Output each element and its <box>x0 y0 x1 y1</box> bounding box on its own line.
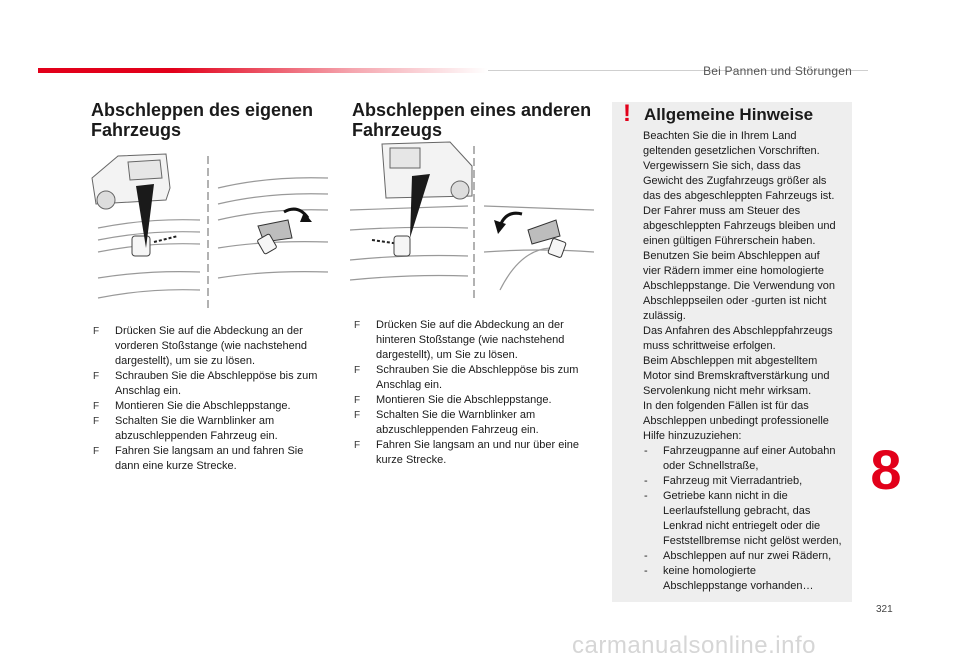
note-line: geltenden gesetzlichen Vorschriften. <box>643 145 820 157</box>
heading-line: Abschleppen eines anderen <box>352 100 592 120</box>
heading-line: Fahrzeugs <box>91 120 182 140</box>
note-line: Fahrzeugpanne auf einer Autobahn <box>663 445 836 457</box>
note-line: Servolenkung nicht mehr wirksam. <box>643 385 812 397</box>
list-item <box>352 408 597 438</box>
step-line: Fahren Sie langsam an und fahren Sie <box>115 445 304 457</box>
note-line: Abschleppstange. Die Verwendung von <box>643 280 836 292</box>
arrow-bullet-icon: F <box>93 401 100 412</box>
step-line: Drücken Sie auf die Abdeckung an der <box>376 319 564 331</box>
step-line: Anschlag ein. <box>115 385 182 397</box>
notes-title: Allgemeine Hinweise <box>644 105 814 124</box>
step-line: abzuschleppenden Fahrzeug ein. <box>376 424 539 436</box>
step-line: Schrauben Sie die Abschleppöse bis zum <box>376 364 579 376</box>
note-line: Benutzen Sie beim Abschleppen auf <box>643 250 820 262</box>
rear-bumper-drawing <box>350 140 595 300</box>
note-line: Hilfe hinzuzuziehen: <box>643 430 742 442</box>
note-line: Der Fahrer muss am Steuer des <box>643 205 801 217</box>
heading-own-vehicle <box>91 100 331 140</box>
note-line: In den folgenden Fällen ist für das <box>643 400 809 412</box>
step-line: kurze Strecke. <box>376 454 447 466</box>
arrow-bullet-icon: F <box>93 416 100 427</box>
list-item <box>91 369 326 399</box>
step-line: hinteren Stoßstange (wie nachstehend <box>376 334 565 346</box>
list-item <box>91 324 326 369</box>
note-line: Leerlaufstellung gebracht, das <box>663 505 811 517</box>
step-line: dargestellt), um Sie zu lösen. <box>376 349 518 361</box>
arrow-bullet-icon: F <box>93 446 100 457</box>
notes-text <box>643 129 851 444</box>
notes-list <box>643 444 855 594</box>
step-line: Montieren Sie die Abschleppstange. <box>115 400 291 412</box>
note-line: Abschleppseilen oder -gurten ist nicht <box>643 295 827 307</box>
note-line: Beachten Sie die in Ihrem Land <box>643 130 797 142</box>
note-line: Abschleppen unbedingt professionelle <box>643 415 829 427</box>
note-line: Abschleppstange vorhanden… <box>663 580 814 592</box>
note-line: zulässig. <box>643 310 686 322</box>
arrow-bullet-icon: F <box>354 440 361 451</box>
list-item <box>643 489 855 549</box>
section-title: Bei Pannen und Störungen <box>703 64 852 78</box>
note-line: Beim Abschleppen mit abgestelltem <box>643 355 818 367</box>
note-line: Vergewissern Sie sich, dass das <box>643 160 801 172</box>
arrow-bullet-icon: F <box>354 410 361 421</box>
note-line: abgeschleppten Fahrzeugs bleiben und <box>643 220 836 232</box>
list-item <box>352 318 597 363</box>
arrow-bullet-icon: F <box>354 395 361 406</box>
list-item <box>91 444 326 474</box>
dash-bullet: - <box>644 490 648 502</box>
van-rear-icon <box>382 142 472 199</box>
step-line: abzuschleppenden Fahrzeug ein. <box>115 430 278 442</box>
front-bumper-illustration <box>88 148 333 313</box>
rear-bumper-illustration <box>350 140 595 300</box>
note-line: muss schrittweise erfolgen. <box>643 340 776 352</box>
step-line: dargestellt), um sie zu lösen. <box>115 355 256 367</box>
step-line: Anschlag ein. <box>376 379 443 391</box>
note-line: Lenkrad nicht entriegelt oder die <box>663 520 821 532</box>
step-line: Schalten Sie die Warnblinker am <box>376 409 536 421</box>
list-item <box>643 564 855 594</box>
list-item <box>643 474 855 489</box>
list-item <box>352 363 597 393</box>
list-item <box>91 399 326 414</box>
note-line: Das Anfahren des Abschleppfahrzeugs <box>643 325 833 337</box>
dash-bullet: - <box>644 565 648 577</box>
note-line: Feststellbremse nicht gelöst werden, <box>663 535 842 547</box>
page-number: 321 <box>876 604 893 615</box>
chapter-number: 8 <box>870 438 902 501</box>
dash-bullet: - <box>644 550 648 562</box>
list-item <box>643 444 855 474</box>
arrow-bullet-icon: F <box>354 365 361 376</box>
step-line: Drücken Sie auf die Abdeckung an der <box>115 325 303 337</box>
other-vehicle-steps <box>352 318 597 468</box>
arrow-bullet-icon: F <box>93 326 100 337</box>
note-line: oder Schnellstraße, <box>663 460 759 472</box>
watermark-text: carmanualsonline.info <box>572 632 816 659</box>
note-line: Motor sind Bremskraftverstärkung und <box>643 370 830 382</box>
step-line: Schalten Sie die Warnblinker am <box>115 415 275 427</box>
note-line: einen gültigen Führerschein haben. <box>643 235 816 247</box>
dash-bullet: - <box>644 475 648 487</box>
header-accent-bar <box>38 68 488 73</box>
step-line: Fahren Sie langsam an und nur über eine <box>376 439 580 451</box>
note-line: vier Rädern immer eine homologierte <box>643 265 824 277</box>
step-line: dann eine kurze Strecke. <box>115 460 237 472</box>
note-line: Getriebe kann nicht in die <box>663 490 788 502</box>
heading-other-vehicle <box>352 100 602 140</box>
arrow-bullet-icon: F <box>93 371 100 382</box>
note-line: Abschleppen auf nur zwei Rädern, <box>663 550 832 562</box>
list-item <box>352 393 597 408</box>
note-line: keine homologierte <box>663 565 756 577</box>
own-vehicle-steps <box>91 324 326 474</box>
dash-bullet: - <box>644 445 648 457</box>
step-line: vorderen Stoßstange (wie nachstehend <box>115 340 308 352</box>
list-item <box>352 438 597 468</box>
step-line: Schrauben Sie die Abschleppöse bis zum <box>115 370 318 382</box>
front-bumper-drawing <box>88 148 333 313</box>
heading-line: Fahrzeugs <box>352 120 443 140</box>
arrow-bullet-icon: F <box>354 320 361 331</box>
step-line: Montieren Sie die Abschleppstange. <box>376 394 552 406</box>
list-item <box>643 549 855 564</box>
note-line: das des abgeschleppten Fahrzeugs ist. <box>643 190 835 202</box>
note-line: Fahrzeug mit Vierradantrieb, <box>663 475 803 487</box>
warning-icon: ! <box>623 100 631 127</box>
note-line: Gewicht des Zugfahrzeugs größer als <box>643 175 827 187</box>
list-item <box>91 414 326 444</box>
heading-line: Abschleppen des eigenen <box>91 100 314 120</box>
